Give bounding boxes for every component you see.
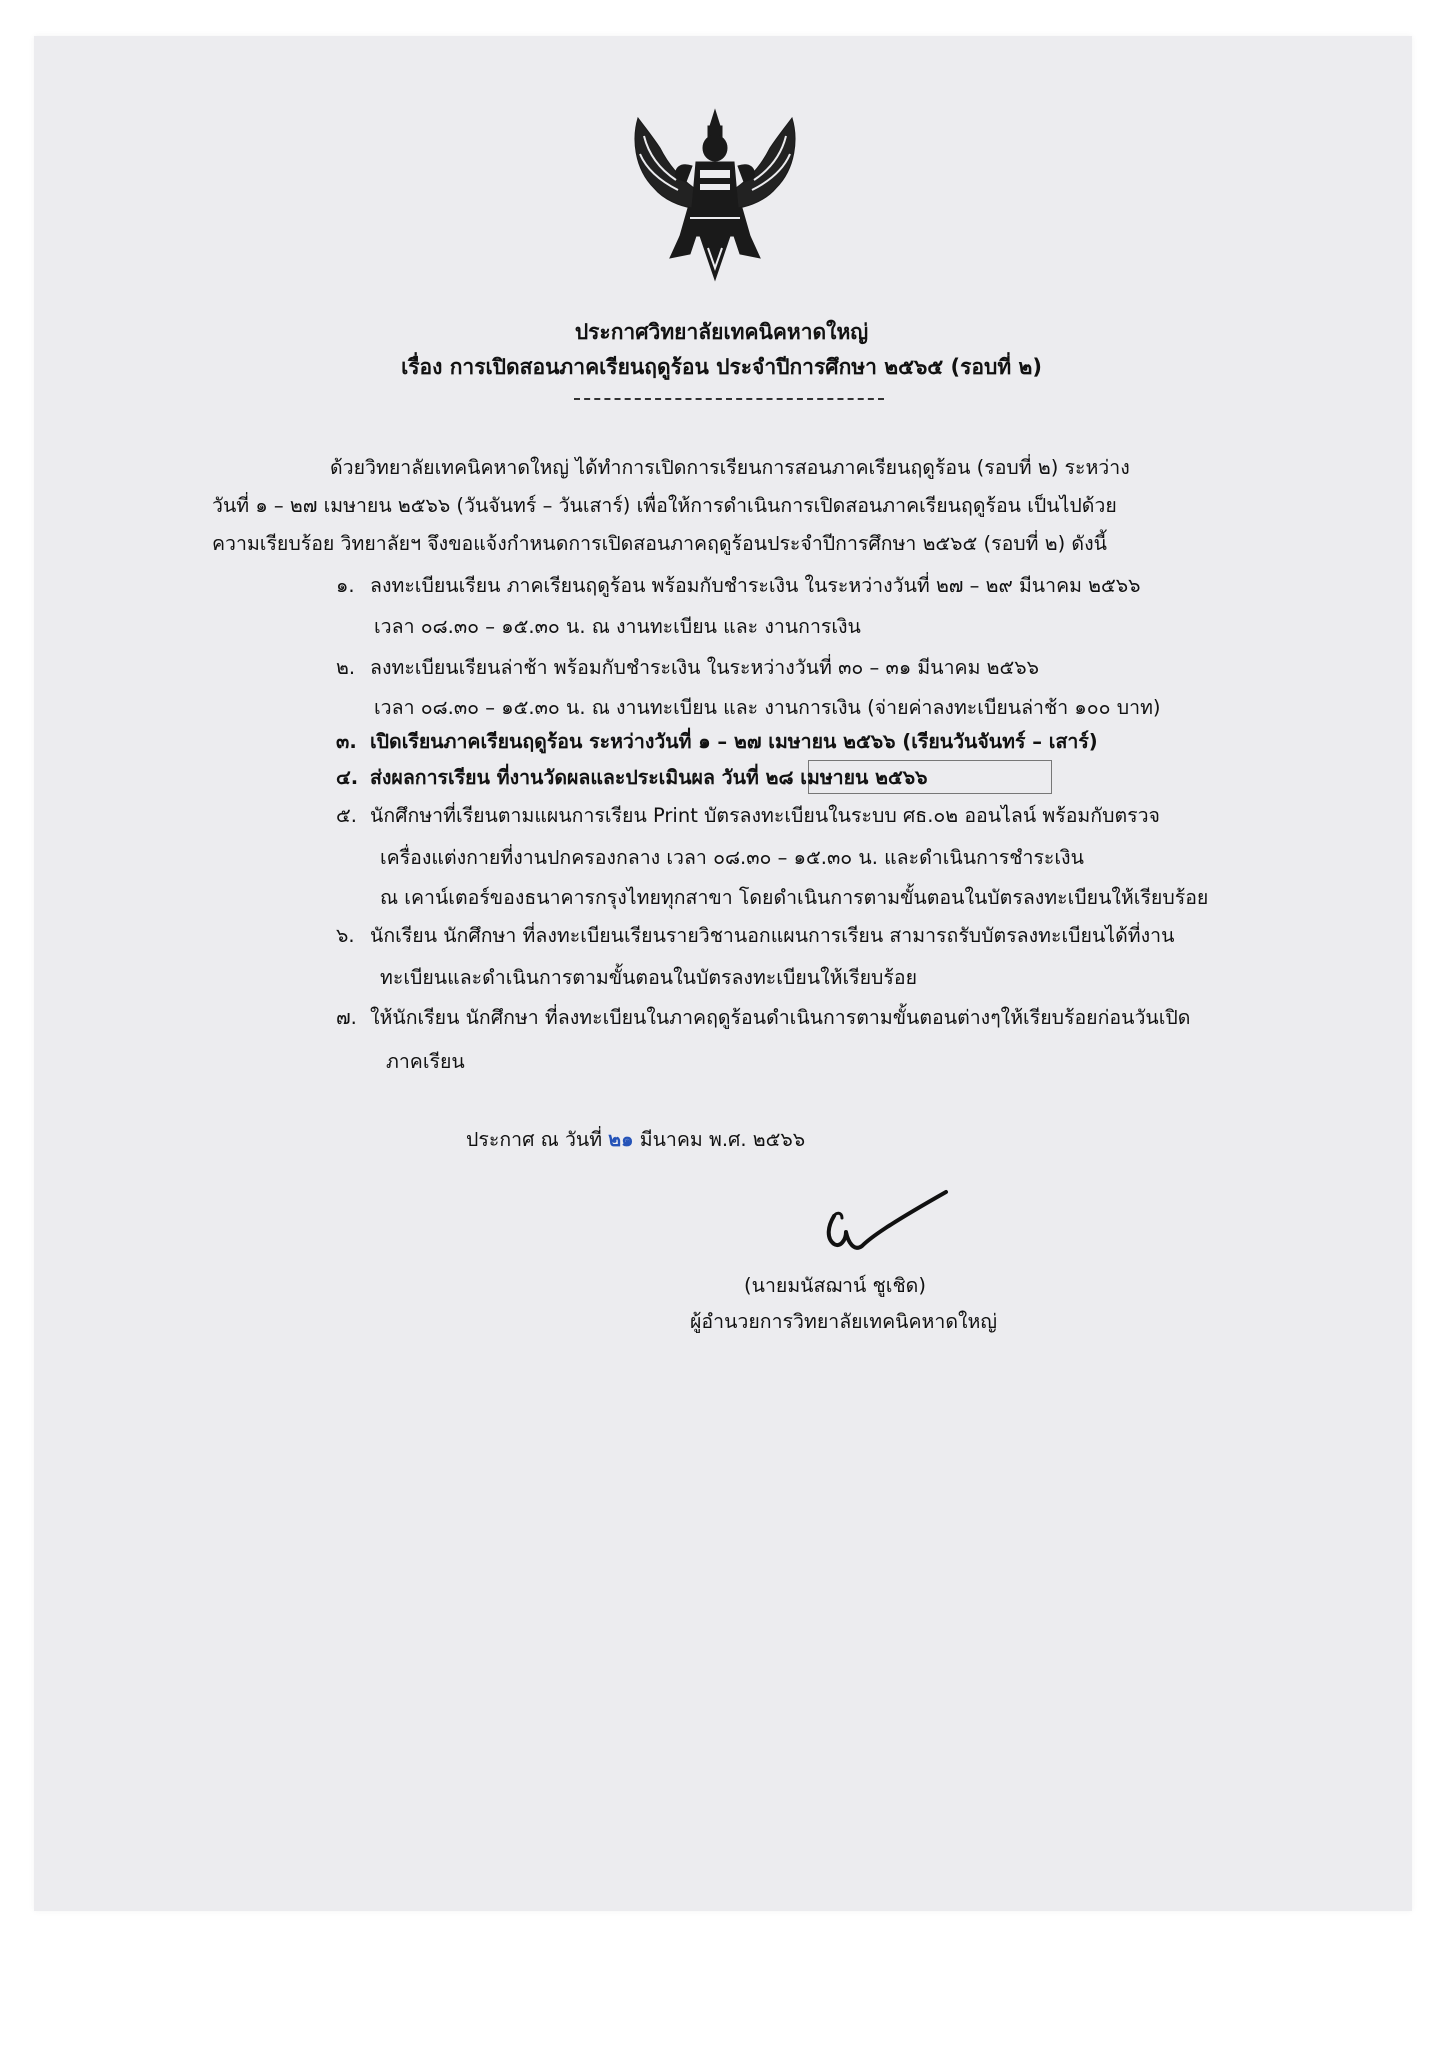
intro-line-3: ความเรียบร้อย วิทยาลัยฯ จึงขอแจ้งกำหนดการเปิดสอนภาคฤดูร้อนประจำปีการศึกษา ๒๕๖๕ (รอบที่ ๒) ดังนี้ xyxy=(212,532,1107,555)
announcement-subject: เรื่อง การเปิดสอนภาคเรียนฤดูร้อน ประจำปีการศึกษา ๒๕๖๕ (รอบที่ ๒) xyxy=(401,355,1042,379)
item-5-line-2: เครื่องแต่งกายที่งานปกครองกลาง เวลา ๐๘.๓๐ – ๑๕.๓๐ น. และดำเนินการชำระเงิน xyxy=(380,846,1084,869)
item-6-line-1: นักเรียน นักศึกษา ที่ลงทะเบียนเรียนรายวิชานอกแผนการเรียน สามารถรับบัตรลงทะเบียนได้ที่งาน xyxy=(370,924,1175,947)
item-7-line-1: ให้นักเรียน นักศึกษา ที่ลงทะเบียนในภาคฤดูร้อนดำเนินการตามขั้นตอนต่างๆให้เรียบร้อยก่อนวันเปิด xyxy=(370,1006,1191,1029)
announce-day: ๒๑ xyxy=(608,1128,634,1151)
item-7-line-2: ภาคเรียน xyxy=(386,1050,465,1073)
item-2-line-2: เวลา ๐๘.๓๐ – ๑๕.๓๐ น. ณ งานทะเบียน และ งานการเงิน (จ่ายค่าลงทะเบียนล่าช้า ๑๐๐ บาท) xyxy=(374,696,1161,719)
announcement-title: ประกาศวิทยาลัยเทคนิคหาดใหญ่ xyxy=(574,320,869,344)
item-3-number: ๓. xyxy=(336,730,357,753)
signatory-name: (นายมนัสฌาน์ ชูเชิด) xyxy=(744,1274,926,1297)
item-1-number: ๑. xyxy=(336,574,355,597)
intro-line-2: วันที่ ๑ – ๒๗ เมษายน ๒๕๖๖ (วันจันทร์ – วันเสาร์) เพื่อให้การดำเนินการเปิดสอนภาคเรียนฤดูร้อน เป็นไปด้วย xyxy=(212,494,1117,517)
intro-line-1: ด้วยวิทยาลัยเทคนิคหาดใหญ่ ได้ทำการเปิดการเรียนการสอนภาคเรียนฤดูร้อน (รอบที่ ๒) ระหว่าง xyxy=(330,456,1130,479)
title-separator xyxy=(574,398,884,400)
announce-date xyxy=(466,1124,805,1155)
item-7-number: ๗. xyxy=(336,1006,357,1029)
item-1-line-2: เวลา ๐๘.๓๐ – ๑๕.๓๐ น. ณ งานทะเบียน และ งานการเงิน xyxy=(374,615,861,638)
item-6-number: ๖. xyxy=(336,924,355,947)
item-1-line-1: ลงทะเบียนเรียน ภาคเรียนฤดูร้อน พร้อมกับชำระเงิน ในระหว่างวันที่ ๒๗ – ๒๙ มีนาคม ๒๕๖๖ xyxy=(370,574,1141,597)
item-4-number: ๔. xyxy=(336,766,359,789)
item-3-line-1: เปิดเรียนภาคเรียนฤดูร้อน ระหว่างวันที่ ๑ – ๒๗ เมษายน ๒๕๖๖ (เรียนวันจันทร์ – เสาร์) xyxy=(370,730,1098,753)
item-4-line-1: ส่งผลการเรียน ที่งานวัดผลและประเมินผล วันที่ ๒๘ เมษายน ๒๕๖๖ xyxy=(370,766,928,789)
announce-prefix: ประกาศ ณ วันที่ xyxy=(466,1128,603,1151)
announce-suffix: มีนาคม พ.ศ. ๒๕๖๖ xyxy=(639,1128,806,1151)
handwritten-signature xyxy=(812,1188,950,1256)
item-2-number: ๒. xyxy=(336,656,356,679)
item-6-line-2: ทะเบียนและดำเนินการตามขั้นตอนในบัตรลงทะเบียนให้เรียบร้อย xyxy=(380,966,918,989)
item-5-line-1: นักศึกษาที่เรียนตามแผนการเรียน Print บัตรลงทะเบียนในระบบ ศธ.๐๒ ออนไลน์ พร้อมกับตรวจ xyxy=(370,804,1160,827)
item-2-line-1: ลงทะเบียนเรียนล่าช้า พร้อมกับชำระเงิน ในระหว่างวันที่ ๓๐ – ๓๑ มีนาคม ๒๕๖๖ xyxy=(370,656,1039,679)
garuda-emblem xyxy=(630,108,800,283)
item-5-number: ๕. xyxy=(336,804,357,827)
item-5-line-3: ณ เคาน์เตอร์ของธนาคารกรุงไทยทุกสาขา โดยดำเนินการตามขั้นตอนในบัตรลงทะเบียนให้เรียบร้อย xyxy=(380,886,1209,909)
signatory-position: ผู้อำนวยการวิทยาลัยเทคนิคหาดใหญ่ xyxy=(690,1310,997,1333)
